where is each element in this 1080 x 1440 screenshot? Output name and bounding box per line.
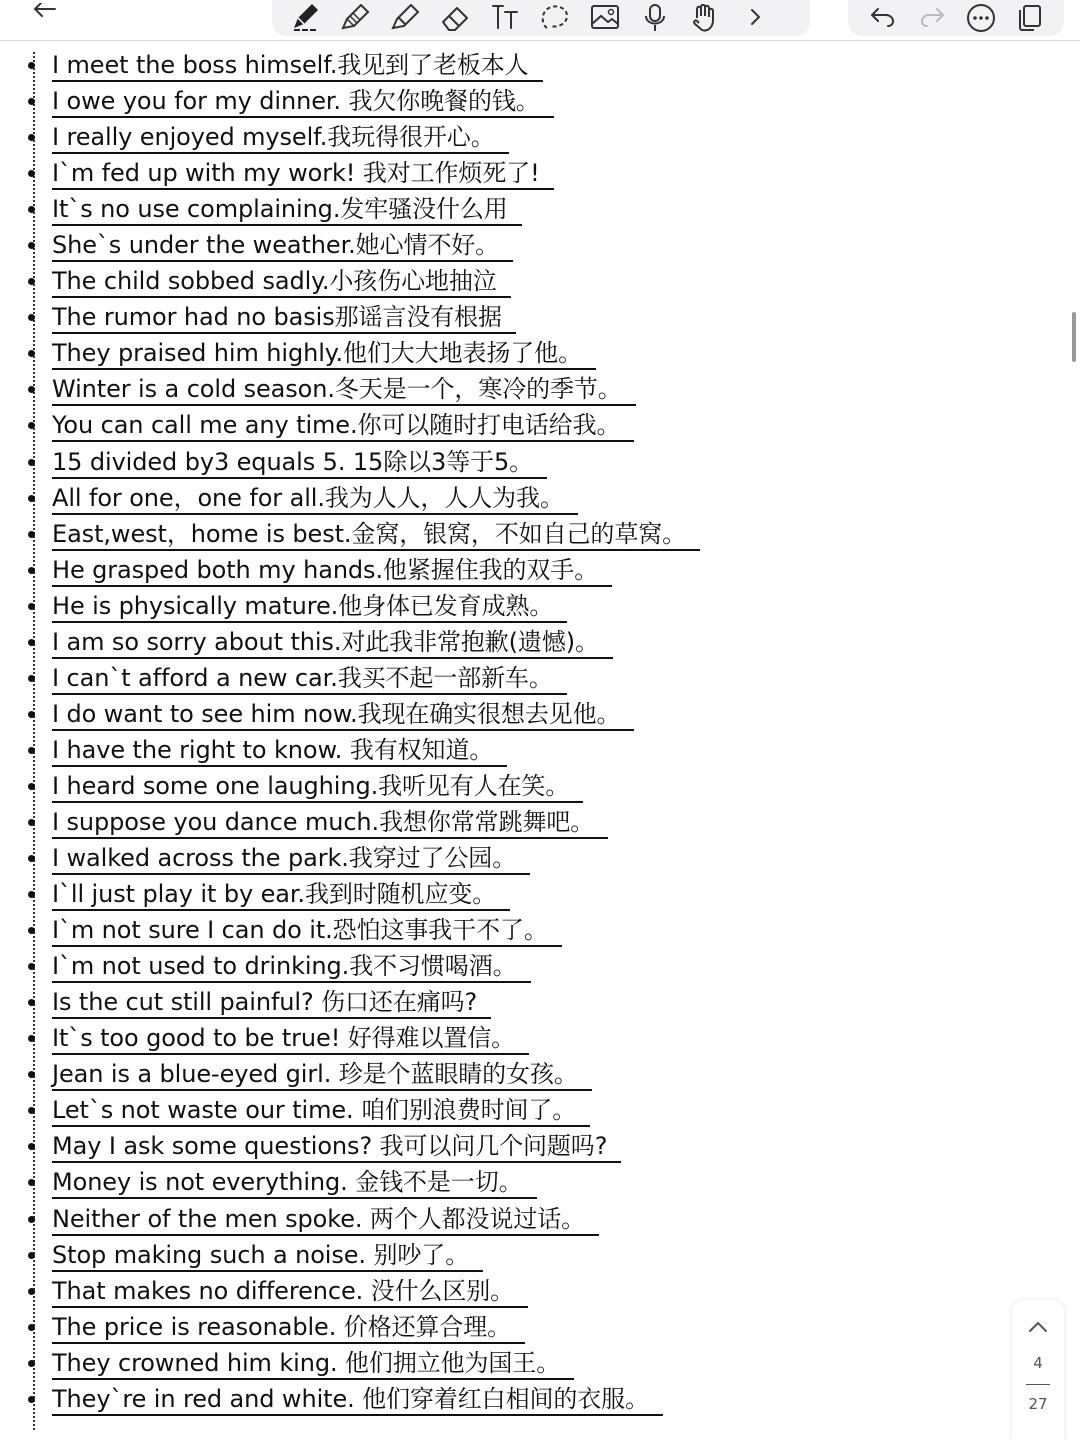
bullet-icon bbox=[28, 783, 35, 790]
list-item bbox=[0, 625, 1000, 661]
list-item bbox=[0, 589, 1000, 625]
bullet-icon bbox=[28, 1216, 35, 1223]
pages-icon bbox=[1016, 4, 1044, 32]
redo-icon bbox=[919, 7, 945, 29]
sentence-text: I do want to see him now.我现在确实很想去见他。 bbox=[52, 699, 634, 731]
text-tool[interactable] bbox=[480, 1, 530, 35]
bullet-icon bbox=[28, 1288, 35, 1295]
highlighter-tool[interactable] bbox=[330, 1, 380, 35]
sentence-text: They praised him highly.他们大大地表扬了他。 bbox=[52, 338, 596, 370]
pages-button[interactable] bbox=[1005, 1, 1054, 35]
sentence-text: You can call me any time.你可以随时打电话给我。 bbox=[52, 410, 634, 442]
sentence-text: The rumor had no basis那谣言没有根据 bbox=[52, 302, 516, 334]
previous-page-button[interactable] bbox=[1024, 1314, 1052, 1338]
chevron-up-icon bbox=[1028, 1319, 1048, 1333]
microphone-tool[interactable] bbox=[630, 1, 680, 35]
sentence-text: I`m not used to drinking.我不习惯喝酒。 bbox=[52, 951, 531, 983]
list-item bbox=[0, 120, 1000, 156]
list-item bbox=[0, 336, 1000, 372]
sentence-text: I`ll just play it by ear.我到时随机应变。 bbox=[52, 879, 510, 911]
back-button[interactable] bbox=[22, 0, 66, 30]
bullet-icon bbox=[28, 531, 35, 538]
list-item bbox=[0, 733, 1000, 769]
sentence-text: I`m fed up with my work! 我对工作烦死了! bbox=[52, 158, 554, 190]
sentence-text: I suppose you dance much.我想你常常跳舞吧。 bbox=[52, 807, 608, 839]
sentence-text: They crowned him king. 他们拥立他为国王。 bbox=[52, 1348, 574, 1380]
sentence-text: Let`s not waste our time. 咱们别浪费时间了。 bbox=[52, 1095, 590, 1127]
sentence-text: He is physically mature.他身体已发育成熟。 bbox=[52, 591, 567, 623]
list-item bbox=[0, 264, 1000, 300]
bullet-icon bbox=[28, 1035, 35, 1042]
bullet-icon bbox=[28, 134, 35, 141]
bullet-icon bbox=[28, 62, 35, 69]
bullet-icon bbox=[28, 963, 35, 970]
bullet-icon bbox=[28, 1360, 35, 1367]
list-item bbox=[0, 1382, 1000, 1418]
sentence-text: Jean is a blue-eyed girl. 珍是个蓝眼睛的女孩。 bbox=[52, 1059, 592, 1091]
list-item bbox=[0, 1346, 1000, 1382]
sentence-text: She`s under the weather.她心情不好。 bbox=[52, 230, 513, 262]
bullet-icon bbox=[28, 567, 35, 574]
list-item bbox=[0, 1057, 1000, 1093]
list-item bbox=[0, 949, 1000, 985]
page-navigator bbox=[1012, 1300, 1064, 1440]
sentence-text: Stop making such a noise. 别吵了。 bbox=[52, 1240, 483, 1272]
bullet-icon bbox=[28, 855, 35, 862]
bullet-icon bbox=[28, 1143, 35, 1150]
sentence-text: 15 divided by3 equals 5. 15除以3等于5。 bbox=[52, 447, 547, 479]
bullet-icon bbox=[28, 639, 35, 646]
sentence-text: Is the cut still painful? 伤口还在痛吗? bbox=[52, 987, 491, 1019]
bullet-icon bbox=[28, 747, 35, 754]
list-item bbox=[0, 841, 1000, 877]
list-item bbox=[0, 1021, 1000, 1057]
list-item bbox=[0, 408, 1000, 444]
bullet-icon bbox=[28, 891, 35, 898]
list-item bbox=[0, 913, 1000, 949]
bullet-icon bbox=[28, 350, 35, 357]
more-tools-button[interactable] bbox=[730, 1, 780, 35]
list-item bbox=[0, 1129, 1000, 1165]
bullet-icon bbox=[28, 675, 35, 682]
sentence-text: I heard some one laughing.我听见有人在笑。 bbox=[52, 771, 583, 803]
hand-tool[interactable] bbox=[680, 1, 730, 35]
history-tools bbox=[848, 0, 1064, 36]
bullet-icon bbox=[28, 999, 35, 1006]
bullet-icon bbox=[28, 386, 35, 393]
bullet-icon bbox=[28, 603, 35, 610]
eraser-icon bbox=[439, 4, 471, 32]
sentence-text: It`s too good to be true! 好得难以置信。 bbox=[52, 1023, 529, 1055]
list-item bbox=[0, 445, 1000, 481]
bullet-icon bbox=[28, 1179, 35, 1186]
undo-icon bbox=[870, 7, 896, 29]
list-item bbox=[0, 228, 1000, 264]
sentence-text: It`s no use complaining.发牢骚没什么用 bbox=[52, 194, 522, 226]
bullet-icon bbox=[28, 1252, 35, 1259]
bullet-icon bbox=[28, 170, 35, 177]
list-item bbox=[0, 1093, 1000, 1129]
bullet-icon bbox=[28, 206, 35, 213]
more-options-button[interactable] bbox=[956, 1, 1005, 35]
list-item bbox=[0, 553, 1000, 589]
eraser-tool[interactable] bbox=[430, 1, 480, 35]
lasso-tool[interactable] bbox=[530, 1, 580, 35]
list-item bbox=[0, 769, 1000, 805]
sentence-text: Neither of the men spoke. 两个人都没说过话。 bbox=[52, 1204, 599, 1236]
pen-color-indicator bbox=[294, 29, 316, 31]
sentence-text: He grasped both my hands.他紧握住我的双手。 bbox=[52, 555, 612, 587]
scrollbar-handle[interactable] bbox=[1072, 312, 1076, 362]
list-item bbox=[0, 877, 1000, 913]
list-item bbox=[0, 1238, 1000, 1274]
list-item bbox=[0, 517, 1000, 553]
sentence-text: May I ask some questions? 我可以问几个问题吗? bbox=[52, 1131, 621, 1163]
sentence-text: I can`t afford a new car.我买不起一部新车。 bbox=[52, 663, 567, 695]
bullet-icon bbox=[28, 1324, 35, 1331]
list-item bbox=[0, 1310, 1000, 1346]
bullet-icon bbox=[28, 278, 35, 285]
sentence-text: Winter is a cold season.冬天是一个，寒冷的季节。 bbox=[52, 374, 636, 406]
undo-button[interactable] bbox=[858, 1, 907, 35]
sentence-text: I owe you for my dinner. 我欠你晚餐的钱。 bbox=[52, 86, 554, 118]
list-item bbox=[0, 481, 1000, 517]
list-item bbox=[0, 156, 1000, 192]
sentence-text: I have the right to know. 我有权知道。 bbox=[52, 735, 507, 767]
sentence-text: I meet the boss himself.我见到了老板本人 bbox=[52, 50, 543, 82]
bullet-icon bbox=[28, 495, 35, 502]
image-icon bbox=[589, 4, 621, 32]
microphone-icon bbox=[639, 4, 671, 32]
page-separator bbox=[1026, 1384, 1050, 1385]
list-item bbox=[0, 300, 1000, 336]
image-tool[interactable] bbox=[580, 1, 630, 35]
list-item bbox=[0, 697, 1000, 733]
list-item bbox=[0, 985, 1000, 1021]
list-item bbox=[0, 1165, 1000, 1201]
list-item bbox=[0, 661, 1000, 697]
total-page-count: 27 bbox=[1028, 1395, 1048, 1413]
sentence-text: East,west，home is best.金窝，银窝，不如自己的草窝。 bbox=[52, 519, 700, 551]
redo-button[interactable] bbox=[907, 1, 956, 35]
list-item bbox=[0, 84, 1000, 120]
sentence-text: That makes no difference. 没什么区别。 bbox=[52, 1276, 528, 1308]
sentence-text: I`m not sure I can do it.恐怕这事我干不了。 bbox=[52, 915, 562, 947]
bullet-icon bbox=[28, 711, 35, 718]
sentence-text: The child sobbed sadly.小孩伤心地抽泣 bbox=[52, 266, 511, 298]
sentence-text: They`re in red and white. 他们穿着红白相间的衣服。 bbox=[52, 1384, 663, 1416]
chevron-right-icon bbox=[745, 8, 765, 28]
more-icon bbox=[966, 3, 996, 33]
sentence-text: I really enjoyed myself.我玩得很开心。 bbox=[52, 122, 509, 154]
bullet-icon bbox=[28, 314, 35, 321]
marker-icon bbox=[389, 4, 421, 32]
sentence-text: Money is not everything. 金钱不是一切。 bbox=[52, 1167, 537, 1199]
sentence-text: I am so sorry about this.对此我非常抱歉(遗憾)。 bbox=[52, 627, 613, 659]
note-page[interactable] bbox=[0, 40, 1080, 1440]
list-item bbox=[0, 805, 1000, 841]
current-page-number: 4 bbox=[1033, 1354, 1043, 1372]
pen-tool[interactable] bbox=[280, 1, 330, 35]
bullet-icon bbox=[28, 422, 35, 429]
text-icon bbox=[489, 4, 521, 32]
marker-tool[interactable] bbox=[380, 1, 430, 35]
bullet-icon bbox=[28, 98, 35, 105]
sentence-text: All for one，one for all.我为人人，人人为我。 bbox=[52, 483, 578, 515]
list-item bbox=[0, 1274, 1000, 1310]
bullet-icon bbox=[28, 927, 35, 934]
pen-icon bbox=[288, 4, 322, 32]
bullet-icon bbox=[28, 1107, 35, 1114]
sentence-text: I walked across the park.我穿过了公园。 bbox=[52, 843, 530, 875]
list-item bbox=[0, 1202, 1000, 1238]
bullet-icon bbox=[28, 819, 35, 826]
list-item bbox=[0, 372, 1000, 408]
sentence-text: The price is reasonable. 价格还算合理。 bbox=[52, 1312, 525, 1344]
bullet-icon bbox=[28, 1071, 35, 1078]
top-toolbar bbox=[0, 0, 1080, 41]
bullet-icon bbox=[28, 242, 35, 249]
highlighter-icon bbox=[339, 4, 371, 32]
list-item bbox=[0, 48, 1000, 84]
back-arrow-icon bbox=[31, 3, 57, 23]
bullet-icon bbox=[28, 459, 35, 466]
drawing-tools bbox=[272, 0, 810, 36]
lasso-icon bbox=[539, 4, 571, 32]
hand-icon bbox=[689, 4, 721, 32]
sentence-list bbox=[0, 48, 1000, 1418]
list-item bbox=[0, 192, 1000, 228]
bullet-icon bbox=[28, 1396, 35, 1403]
